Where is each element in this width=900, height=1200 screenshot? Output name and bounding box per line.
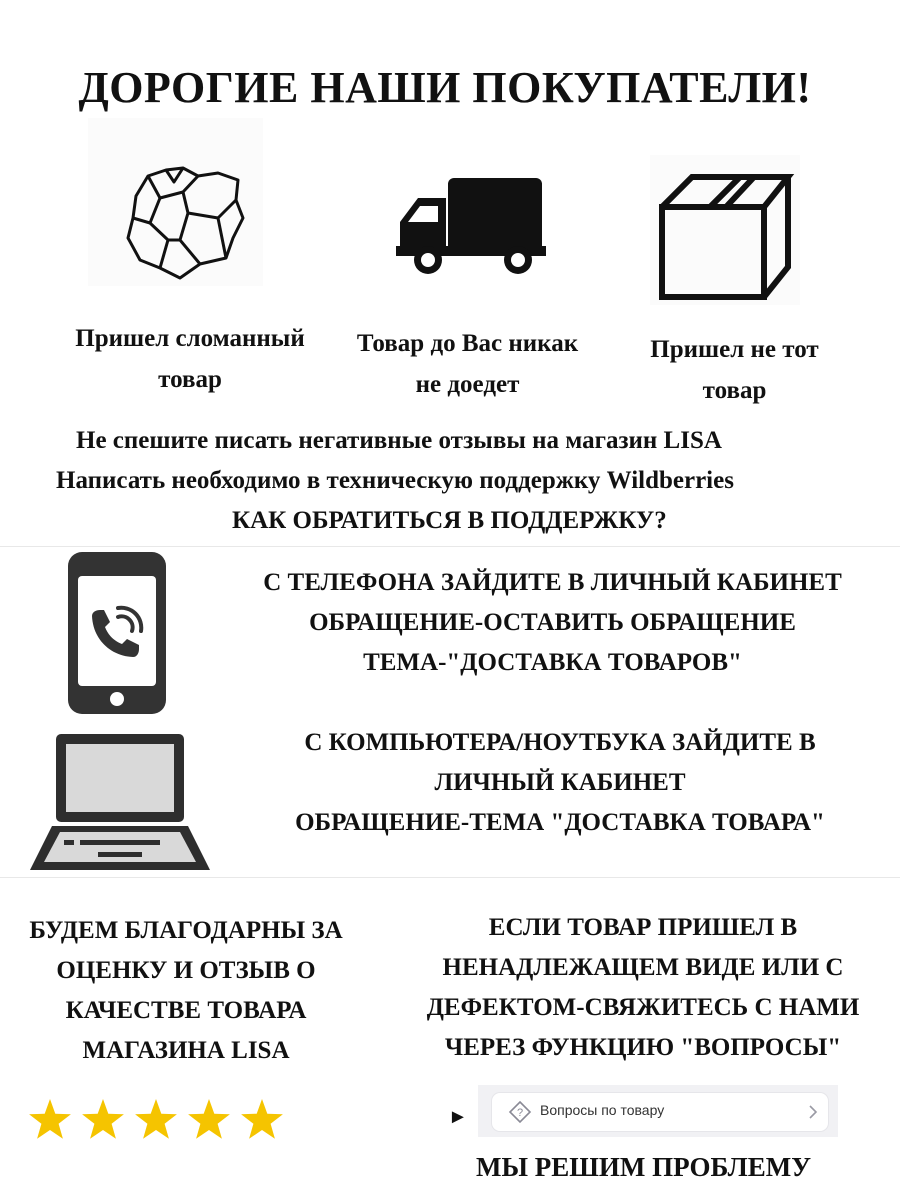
page-title: ДОРОГИЕ НАШИ ПОКУПАТЕЛИ! [78,63,812,112]
smartphone-call-icon [62,550,172,718]
svg-text:?: ? [516,1107,524,1119]
defect-line: ДЕФЕКТОМ-СВЯЖИТЕСЬ С НАМИ [426,994,860,1021]
questions-button-label: Вопросы по товару [540,1102,665,1118]
rating-stars [24,1094,294,1146]
defect-line: ЧЕРЕЗ ФУНКЦИЮ "ВОПРОСЫ" [444,1034,842,1061]
instruction-line: С КОМПЬЮТЕРА/НОУТБУКА ЗАЙДИТЕ В [304,729,816,756]
review-line: КАЧЕСТВЕ ТОВАРА [65,997,307,1024]
problem-caption-wrong [612,329,857,411]
problem-caption-broken [55,318,325,400]
instruction-line: ЛИЧНЫЙ КАБИНЕТ [434,769,686,796]
instruction-line: С ТЕЛЕФОНА ЗАЙДИТЕ В ЛИЧНЫЙ КАБИНЕТ [263,569,842,596]
review-line: БУДЕМ БЛАГОДАРНЫ ЗА [29,917,343,944]
laptop-icon [28,730,213,875]
box-icon [650,155,800,305]
problem-card-wrong [650,155,800,305]
review-line: МАГАЗИНА LISA [82,1037,290,1064]
phone-instructions [220,563,885,683]
support-heading: КАК ОБРАТИТЬСЯ В ПОДДЕРЖКУ? [232,507,667,534]
pointer-arrow-icon: ► [448,1106,468,1128]
problem-caption-delivery [335,323,600,405]
chevron-right-icon [806,1103,820,1121]
laptop-instructions [240,723,880,843]
notice-line-1: Не спешите писать негативные отзывы на магазин LISA [76,427,722,454]
notice-line-2: Написать необходимо в техническую поддержку Wildberries [56,467,734,494]
caption-line: не доедет [415,371,520,398]
star-icon [241,1099,283,1139]
caption-line: товар [702,377,767,404]
problem-card-delivery [360,150,570,300]
review-request [0,911,372,1071]
defect-line: ЕСЛИ ТОВАР ПРИШЕЛ В [488,914,798,941]
defect-instructions [388,908,898,1068]
caption-line: товар [158,366,222,393]
star-icon [29,1099,71,1139]
caption-line: Пришел сломанный [75,325,305,352]
defect-line: НЕНАДЛЕЖАЩЕМ ВИДЕ ИЛИ С [442,954,844,981]
star-icon [135,1099,177,1139]
instruction-line: ТЕМА-"ДОСТАВКА ТОВАРОВ" [363,649,742,676]
instruction-line: ОБРАЩЕНИЕ-ОСТАВИТЬ ОБРАЩЕНИЕ [309,609,796,636]
star-icon [188,1099,230,1139]
review-line: ОЦЕНКУ И ОТЗЫВ О [56,957,316,984]
star-icon [82,1099,124,1139]
problem-card-broken [88,118,263,286]
instruction-line: ОБРАЩЕНИЕ-ТЕМА "ДОСТАВКА ТОВАРА" [295,809,825,836]
caption-line: Пришел не тот [650,336,819,363]
footer-text: МЫ РЕШИМ ПРОБЛЕМУ [476,1152,812,1182]
crumpled-paper-icon [88,118,263,286]
question-diamond-icon [508,1100,532,1124]
caption-line: Товар до Вас никак [356,330,579,357]
delivery-truck-icon [360,150,570,300]
